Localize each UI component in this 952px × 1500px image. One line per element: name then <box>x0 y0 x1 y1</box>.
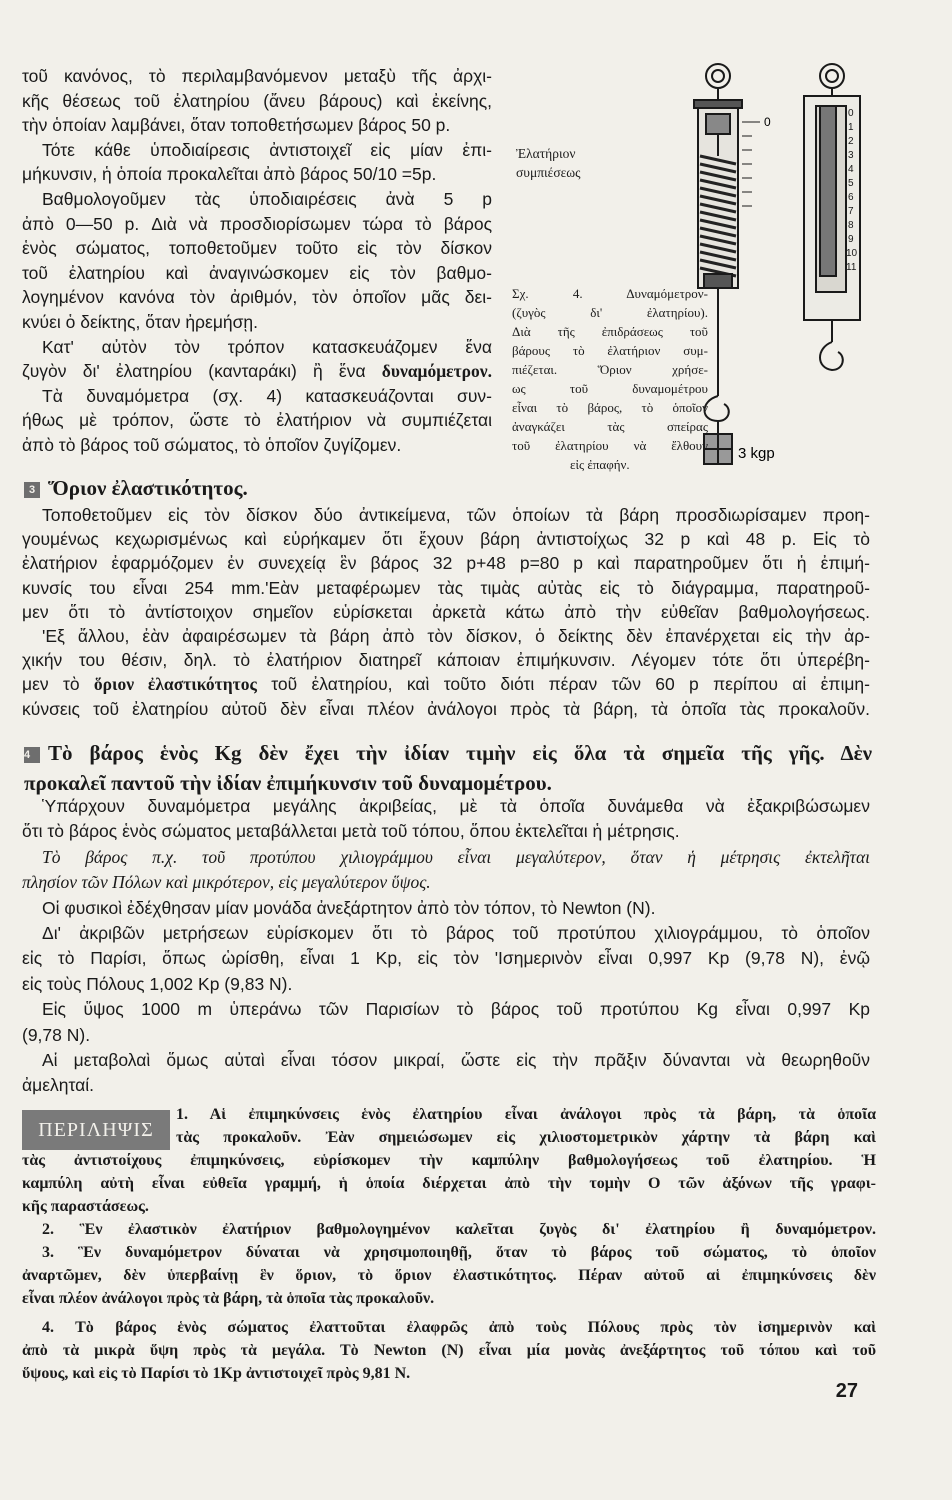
spring-label: Ἐλατήριον συμπιέσεως <box>516 146 581 180</box>
figure-caption: Σχ. 4. Δυναμόμετρον- (ζυγὸς δι' ἐλατηρίου). Διὰ τῆς ἐπιδράσεως τοῦ βάρους τὸ ἐλατήριον συμ- πιέζεται. Ὅριον χρήσε- ως τοῦ δυναμομέτρου εἶναι τὸ βάρος, τὸ ὁποῖον ἀναγκάζει τὰς σπείρας τοῦ ἐλατηρίου νὰ ἔλθουν εἰς ἐπαφήν. <box>512 286 708 472</box>
text-line: Τοποθετοῦμεν εἰς τὸν δίσκον δύο ἀντικείμενα, τῶν ὁποίων τὰ βάρη προσδιωρίσαμεν προη- <box>42 505 870 525</box>
svg-text:4: 4 <box>848 164 854 175</box>
text-line: μεν τὸ ὅριον ἐλαστικότητος τοῦ ἐλατηρίου, καὶ τοῦτο διότι πέραν τῶν 60 p περίπου αἱ ἐπιμη- <box>22 674 870 695</box>
text-line: (9,78 N). <box>22 1024 91 1045</box>
text-line: κύνσεις τοῦ ἐλατηρίου αὐτοῦ δὲν εἶναι πλέον ἀνάλογοι πρὸς τὰ βάρη, τὰ ὁποῖα τὰς προκαλοῦν. <box>22 698 870 719</box>
term-dynamometer: δυναμόμετρον. <box>381 361 492 382</box>
term-elastic-limit: ὅριον ἐλαστικότητος <box>93 674 257 695</box>
svg-text:8: 8 <box>848 220 854 231</box>
text-line: Τὰ δυναμόμετρα (σχ. 4) κατασκευάζονται συν- <box>42 385 492 406</box>
svg-text:11: 11 <box>846 262 857 273</box>
text-line: μήκυνσιν, ἡ ὁποία προκαλεῖται ἀπὸ βάρος 50/10 =5p. <box>22 164 437 185</box>
section-4-body <box>22 794 870 1099</box>
summary-badge: ΠΕΡΙΛΗΨΙΣ <box>22 1110 170 1150</box>
summary-body <box>22 1149 876 1385</box>
text-line: γουμένως κεχωρισμένως καὶ εὑρήκαμεν ὅτι ἔχουν βάρη ἀντιστοίχως 32 p καὶ 48 p. Εἰς τὸ <box>22 529 870 550</box>
text-line: ὅτι τὸ βάρος ἑνὸς σώματος μεταβάλλεται μετὰ τοῦ τόπου, ὅπου ἐκτελεῖται ἡ μέτρησις. <box>22 821 680 842</box>
section-3-body <box>22 503 870 721</box>
section-title-line-1: Τὸ βάρος ἑνὸς Kg δὲν ἔχει τὴν ἰδίαν τιμὴν εἰς ὅλα τὰ σημεῖα τῆς γῆς. Δὲν <box>48 741 872 765</box>
text-line-italic: πλησίον τῶν Πόλων καὶ μικρότερον, εἰς μεγαλύτερον ὕψος. <box>22 872 431 893</box>
text-line: ἀναρτῶμεν, δὲν ὑπερβαίνῃ ἓν ὅριον, τὸ ὅριον ἐλαστικότητος. Πέραν αὐτοῦ αἱ ἐπιμηκύνσεις δὲν <box>22 1267 876 1284</box>
weight-label: 3 kgp <box>738 445 775 462</box>
section-title: Ὅριον ἐλαστικότητος. <box>48 476 248 500</box>
text-line: Βαθμολογοῦμεν τὰς ὑποδιαιρέσεις ἀνὰ 5 p <box>42 188 492 209</box>
summary-item-2: 2. Ἓν ἐλαστικὸν ἐλατήριον βαθμολογημένον καλεῖται ζυγὸς δι' ἐλατηρίου ἢ δυναμόμετρον. <box>42 1221 876 1238</box>
svg-text:5: 5 <box>848 178 854 189</box>
svg-text:7: 7 <box>848 206 854 217</box>
section-number-badge: 3 <box>24 482 40 498</box>
text-line: κυνσίς του εἶναι 254 mm.'Εὰν μεταφέρωμεν τὰς τιμὰς αὐτὰς εἰς τὸ διάγραμμα, παρατηροῦ- <box>22 577 870 598</box>
intro-paragraph <box>22 64 492 458</box>
text-line: τοῦ κανόνος, τὸ περιλαμβανόμενον μεταξὺ τῆς ἀρχι- <box>22 66 492 86</box>
page-number: 27 <box>835 1380 858 1402</box>
text-line: εἰς τὸ Παρίσι, ὅπως ὡρίσθη, εἶναι 1 Kp, εἰς τὸν 'Ισημερινὸν εἶναι 0,997 Kp (9,78 N), ἐνῷ <box>22 948 870 969</box>
text-line: εἰς τοὺς Πόλους 1,002 Kp (9,83 N). <box>22 973 293 994</box>
svg-text:9: 9 <box>848 234 854 245</box>
section-number-badge: 4 <box>24 747 40 763</box>
svg-text:10: 10 <box>846 248 858 259</box>
text-line-italic: Τὸ βάρος π.χ. τοῦ προτύπου χιλιογράμμου εἶναι μεγαλύτερον, ὅταν ἡ μέτρησις ἐκτελῆται <box>42 846 870 867</box>
text-line: ἀπὸ 0—50 p. Διὰ νὰ προσδιορίσωμεν τώρα τὸ βάρος <box>22 213 492 234</box>
text-line: τοῦ ἐλατηρίου καὶ ἀναγινώσκομεν εἰς τὸν βαθμο- <box>22 262 492 283</box>
section-4-heading <box>24 738 872 798</box>
zero-label: 0 <box>764 115 771 129</box>
text-line: ὕψους, καὶ εἰς τὸ Παρίσι τὸ 1Kp ἀντιστοιχεῖ πρὸς 9,81 N. <box>22 1365 411 1382</box>
text-line: 3. Ἓν δυναμόμετρον δύναται νὰ χρησιμοποιηθῇ, ὅταν τὸ βάρος τοῦ σώματος, τὸ ὁποῖον <box>42 1244 876 1261</box>
text-line: τὰς ἀντιστοίχους ἐπιμηκύνσεις, εὑρίσκομεν τὴν καμπύλην βαθμολογήσεως τοῦ ἐλατηρίου. Ἡ <box>22 1152 876 1169</box>
text-line: ἀμεληταί. <box>22 1075 95 1096</box>
text-line: Εἰς ὕψος 1000 m ὑπεράνω τῶν Παρισίων τὸ βάρος τοῦ προτύπου Kg εἶναι 0,997 Kp <box>42 999 870 1020</box>
text-line: ἐλατήριον ἐφαρμόζομεν ἐν συνεχείᾳ ἓν βάρος 32 p+48 p=80 p καὶ παρατηροῦμεν ὅτι ἡ ἐπιμή- <box>22 553 870 574</box>
text-line: ζυγὸν δι' ἐλατηρίου (κανταράκι) ἢ ἕνα δυναμόμετρον. <box>22 361 492 382</box>
section-title-line-2: προκαλεῖ παντοῦ τὴν ἰδίαν ἐπιμήκυνσιν τοῦ δυναμομέτρου. <box>24 771 552 795</box>
text-line: ήθως μὲ τρόπον, ὥστε τὸ ἐλατήριον νὰ συμπιέζεται <box>22 410 492 431</box>
text-line: 'Εξ ἄλλου, ἐὰν ἀφαιρέσωμεν τὰ βάρη ἀπὸ τὸν δίσκον, ὁ δείκτης δὲν ἐπανέρχεται εἰς τὴν ἀρ- <box>42 626 870 647</box>
text-line: Αἱ μεταβολαὶ ὅμως αὐταὶ εἶναι τόσον μικραί, ὥστε εἰς τὴν πρᾶξιν δύνανται νὰ θεωρηθοῦν <box>42 1050 870 1071</box>
text-line: Δι' ἀκριβῶν μετρήσεων εὑρίσκομεν ὅτι τὸ βάρος τοῦ προτύπου χιλιογράμμου, τὸ ὁποῖον <box>42 923 870 944</box>
summary-item-1-head: 1. Αἱ ἐπιμηκύνσεις ἑνὸς ἐλατηρίου εἶναι ἀνάλογοι πρὸς τὰ βάρη, τὰ ὁποῖα τὰς προκαλοῦν. Ἐὰν σημειώσωμεν εἰς χιλιοστομετρικὸν χάρτην τὰ βάρη καὶ <box>176 1106 876 1146</box>
svg-text:3: 3 <box>848 150 854 161</box>
svg-text:0: 0 <box>848 108 854 119</box>
text-line: Κατ' αὐτὸν τὸν τρόπον κατασκευάζομεν ἕνα <box>42 336 492 357</box>
svg-text:2: 2 <box>848 136 854 147</box>
text-line: χικήν του θέσιν, δηλ. τὸ ἐλατήριον διατηρεῖ κάποιαν ἐπιμήκυνσιν. Λέγομεν τότε ὅτι ὑπερέβη- <box>22 650 870 671</box>
text-line: τὴν ὁποίαν λαμβάνει, ὅταν τοποθετήσωμεν βάρος 50 p. <box>22 115 451 136</box>
text-line: Ὑπάρχουν δυναμόμετρα μεγάλης ἀκριβείας, μὲ τὰ ὁποῖα δυνάμεθα νὰ ἐξακριβώσωμεν <box>42 796 870 816</box>
text-line: καμπύλη αὐτὴ εἶναι εὐθεῖα γραμμή, ἡ ὁποία διέρχεται ἀπὸ τὴν τομὴν O τῶν ἀξόνων τῆς γραφι- <box>22 1175 876 1192</box>
text-line: κνύει ὁ δείκτης, ὅταν ἠρεμήσῃ. <box>22 311 259 332</box>
text-line: ἀπὸ τὸ βάρος τοῦ σώματος, τὸ ὁποῖον ζυγίζομεν. <box>22 434 402 455</box>
svg-text:1: 1 <box>848 122 854 133</box>
svg-text:6: 6 <box>848 192 854 203</box>
text-line: ἑνὸς σώματος, τοποθετοῦμεν τοῦτο εἰς τὸν δίσκον <box>22 238 492 259</box>
text-line: κῆς θέσεως τοῦ ἐλατηρίου (ἄνευ βάρους) καὶ ἐκείνης, <box>22 90 492 111</box>
text-line: εἶναι πλέον ἀνάλογοι πρὸς τὰ βάρη, τὰ ὁποῖα τὰς προκαλοῦν. <box>22 1290 435 1307</box>
text-line: Τότε κάθε ὑποδιαίρεσις ἀντιστοιχεῖ εἰς μίαν ἐπι- <box>42 139 492 160</box>
text-line: λογημένον κανόνα τὸν ἀριθμόν, τὸν ὁποῖον μᾶς δει- <box>22 287 492 308</box>
text-line: μεν ὅτι τὸ ἀντίστοιχον σημεῖον εὑρίσκεται ἀρκετὰ κάτω ἀπὸ τὴν εὐθεῖαν βαθμολογήσεως. <box>22 601 870 622</box>
text-line: Οἱ φυσικοὶ ἐδέχθησαν μίαν μονάδα ἀνεξάρτητον ἀπὸ τὸν τόπον, τὸ Newton (N). <box>42 897 656 918</box>
text-line: ἀπὸ τὰ μικρὰ ὕψη πρὸς τὰ μεγάλα. Τὸ Newton (N) εἶναι μία μονὰς ἀνεξάρτητος τοῦ τόπου καὶ τοῦ <box>22 1342 876 1359</box>
text-line: κῆς παραστάσεως. <box>22 1198 149 1215</box>
text-line: 4. Τὸ βάρος ἑνὸς σώματος ἐλαττοῦται ἐλαφρῶς ἀπὸ τοὺς Πόλους πρὸς τὸν ἰσημερινὸν καὶ <box>42 1319 876 1336</box>
section-3-heading <box>24 476 248 501</box>
